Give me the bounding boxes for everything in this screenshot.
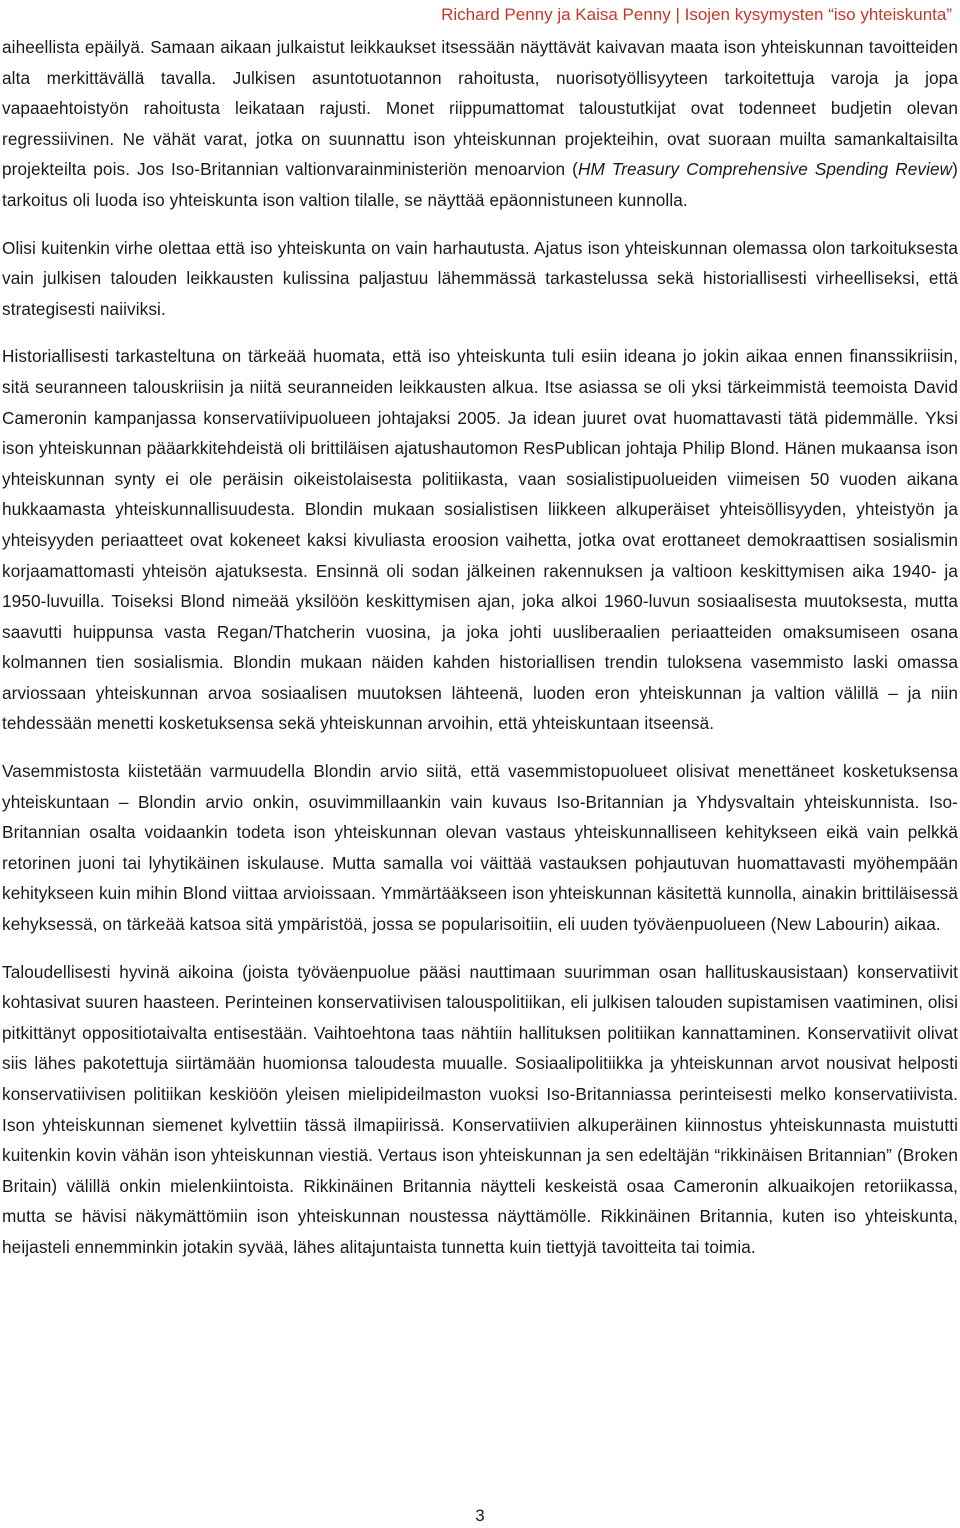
- paragraph-2: Olisi kuitenkin virhe olettaa että iso yhteiskunta on vain harhautusta. Ajatus ison yhteiskunnan olemassa olon tarkoituksesta vain julkisen talouden leikkausten kulissina paljastuu lähemmässä tarkastelussa sekä historiallisesti virheelliseksi, että strategisesti naiiviksi.: [2, 237, 958, 319]
- paragraph-1-text: aiheellista epäilyä. Samaan aikaan julkaistut leikkaukset itsessään näyttävät kaivavan maata ison yhteiskunnan tavoitteiden alta merkittävällä tavalla. Julkisen asuntotuotannon rahoitusta, nuorisotyöllisyyteen tarkoitettuja varoja ja jopa vapaaehtoistyön rahoitusta leikataan rajusti. Monet riippumattomat taloustutkijat ovat todenneet budjetin olevan regressiivinen. Ne vähät varat, jotka on suunnattu ison yhteiskunnan projekteihin, ovat suoraan muilta samankaltaisilta projekteilta pois. Jos Iso-Britannian valtionvarainministeriön menoarvion (: [2, 37, 958, 180]
- page-number: 3: [475, 1506, 485, 1525]
- paragraph-1: [2, 32, 958, 216]
- running-header: Richard Penny ja Kaisa Penny | Isojen kysymysten “iso yhteiskunta”: [441, 5, 952, 24]
- paragraph-4: Vasemmistosta kiistetään varmuudella Blondin arvio siitä, että vasemmistopuolueet olisivat menettäneet kosketuksensa yhteiskuntaan – Blondin arvio onkin, osuvimmillaankin vain kuvaus Iso-Britannian ja Yhdysvaltain yhteiskunnista. Iso-Britannian osalta voidaankin todeta ison yhteiskunnan olevan vastaus yhteiskunnalliseen kehitykseen eikä vain pelkkä retorinen juoni tai lyhytikäinen iskulause. Mutta samalla voi väittää vastauksen pohjautuvan huomattavasti myöhempään kehitykseen kuin mihin Blond viittaa arvioissaan. Ymmärtääkseen ison yhteiskunnan käsitettä kunnolla, ainakin brittiläisessä kehyksessä, on tärkeää katsoa sitä ympäristöä, jossa se popularisoitiin, eli uuden työväenpuolueen (New Labourin) aikaa.: [2, 761, 958, 935]
- paragraph-1-text-after: ) tarkoitus oli luoda iso yhteiskunta ison valtion tilalle, se näyttää epäonnistuneen kunnolla.: [2, 159, 958, 210]
- paragraph-1-italic-title: HM Treasury Comprehensive Spending Review: [578, 159, 953, 180]
- paragraph-3: Historiallisesti tarkasteltuna on tärkeää huomata, että iso yhteiskunta tuli esiin ideana jo jokin aikaa ennen finanssikriisin, sitä seuranneen talouskriisin ja niitä seuranneiden leikkausten alkua. Itse asiassa se oli yksi tärkeimmistä teemoista David Cameronin kampanjassa konservatiivipuolueen johtajaksi 2005. Ja idean juuret ovat huomattavasti tätä pidemmälle. Yksi ison yhteiskunnan pääarkkitehdeistä oli brittiläisen ajatushautomon ResPublican johtaja Philip Blond. Hänen mukaansa ison yhteiskunnan synty ei ole peräisin oikeistolaisesta politiikasta, vaan sosialistipuolueiden viimeisen 50 vuoden aikana hukkaamasta yhteiskunnallisuudesta. Blondin mukaan sosialistisen liikkeen alkuperäiset yhteisöllisyyden, yhteistyön ja yhteisyyden periaatteet ovat kokeneet kaksi kivuliasta eroosion vaihetta, jotka ovat erottaneet demokraattisen sosialismin korjaamattomasti yhteisön ajatuksesta. Ensinnä oli sodan jälkeinen rakennuksen ja valtioon keskittymisen aika 1940- ja 1950-luvuilla. Toiseksi Blond nimeää yksilöön keskittymisen ajan, joka alkoi 1960-luvun sosiaalisesta muutoksesta, mutta saavutti huippunsa vasta Regan/Thatcherin vuosina, ja joka johti uusliberaalien periaatteiden omaksumiseen osana kolmannen tien sosialismia. Blondin mukaan näiden kahden historiallisen trendin tuloksena vasemmisto laski omassa arviossaan yhteiskunnan arvoa sosiaalisen muutoksen lähteenä, luoden eron yhteiskunnan ja valtion välillä – ja niin tehdessään menetti kosketuksensa sekä yhteiskunnan arvoihin, että yhteiskuntaan itseensä.: [2, 346, 958, 734]
- document-body: [2, 32, 958, 1280]
- paragraph-5: Taloudellisesti hyvinä aikoina (joista työväenpuolue pääsi nauttimaan suurimman osan hallituskausistaan) konservatiivit kohtasivat suuren haasteen. Perinteinen konservatiivisen talouspolitiikan, eli julkisen talouden supistamisen vaatiminen, olisi pitkittänyt oppositiotaivalta entisestään. Vaihtoehtona taas nähtiin hallituksen politiikan kannattaminen. Konservatiivit olivat siis lähes pakotettuja siirtämään huomionsa taloudesta muualle. Sosiaalipolitiikka ja yhteiskunnan arvot nousivat helposti konservatiivisen politiikan keskiöön yleisen mielipideilmaston vuoksi Iso-Britanniassa perinteisesti melko konservatiivista. Ison yhteiskunnan siemenet kylvettiin tässä ilmapiirissä. Konservatiivien alkuperäinen kiinnostus yhteiskunnasta muistutti kuitenkin kovin vähän ison yhteiskunnan viestiä. Vertaus ison yhteiskunnan ja sen edeltäjän “rikkinäisen Britannian” (Broken Britain) välillä onkin mielenkiintoista. Rikkinäinen Britannia näytteli keskeistä osaa Cameronin alkuaikojen retoriikassa, mutta se hävisi näkymättömiin ison yhteiskunnan noustessa näyttämölle. Rikkinäinen Britannia, kuten iso yhteiskunta, heijasteli ennemminkin jotakin syvää, lähes alitajuntaista tunnetta kuin tiettyjä tavoitteita tai toimia.: [2, 961, 958, 1257]
